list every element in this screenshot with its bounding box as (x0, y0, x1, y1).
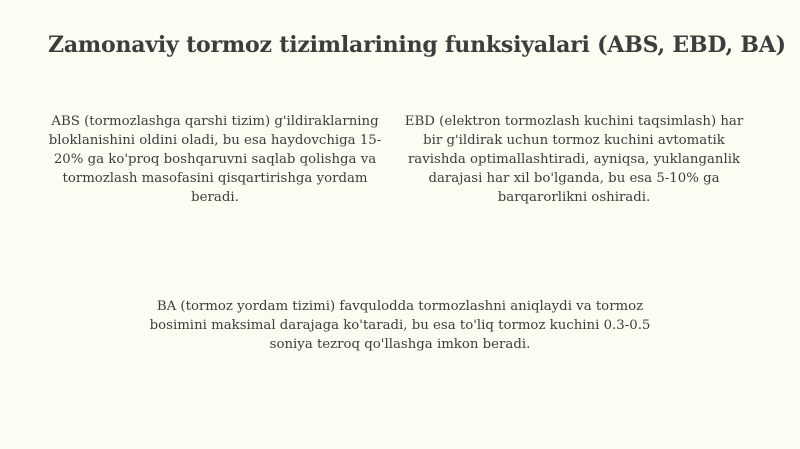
ba-description: BA (tormoz yordam tizimi) favqulodda tormozlashni aniqlaydi va tormoz bosimini maksimal darajaga ko'taradi, bu esa to'liq tormoz kuchini 0.3-0.5 soniya tezroq qo'llashga imkon beradi. (149, 299, 651, 352)
abs-description: ABS (tormozlashga qarshi tizim) g'ildiraklarning bloklanishini oldini oladi, bu esa haydovchiga 15-20% ga ko'proq boshqaruvni saqlab qolishga va tormozlash masofasini qisqartirishga yordam beradi. (48, 114, 382, 205)
page-title: Zamonaviy tormoz tizimlarining funksiyalari (ABS, EBD, BA) (48, 32, 786, 58)
ebd-description: EBD (elektron tormozlash kuchini taqsimlash) har bir g'ildirak uchun tormoz kuchini avtomatik ravishda optimallashtiradi, ayniqsa, yuklanganlik darajasi har xil bo'lganda, bu esa 5-10% ga barqarorlikni oshiradi. (404, 114, 744, 205)
